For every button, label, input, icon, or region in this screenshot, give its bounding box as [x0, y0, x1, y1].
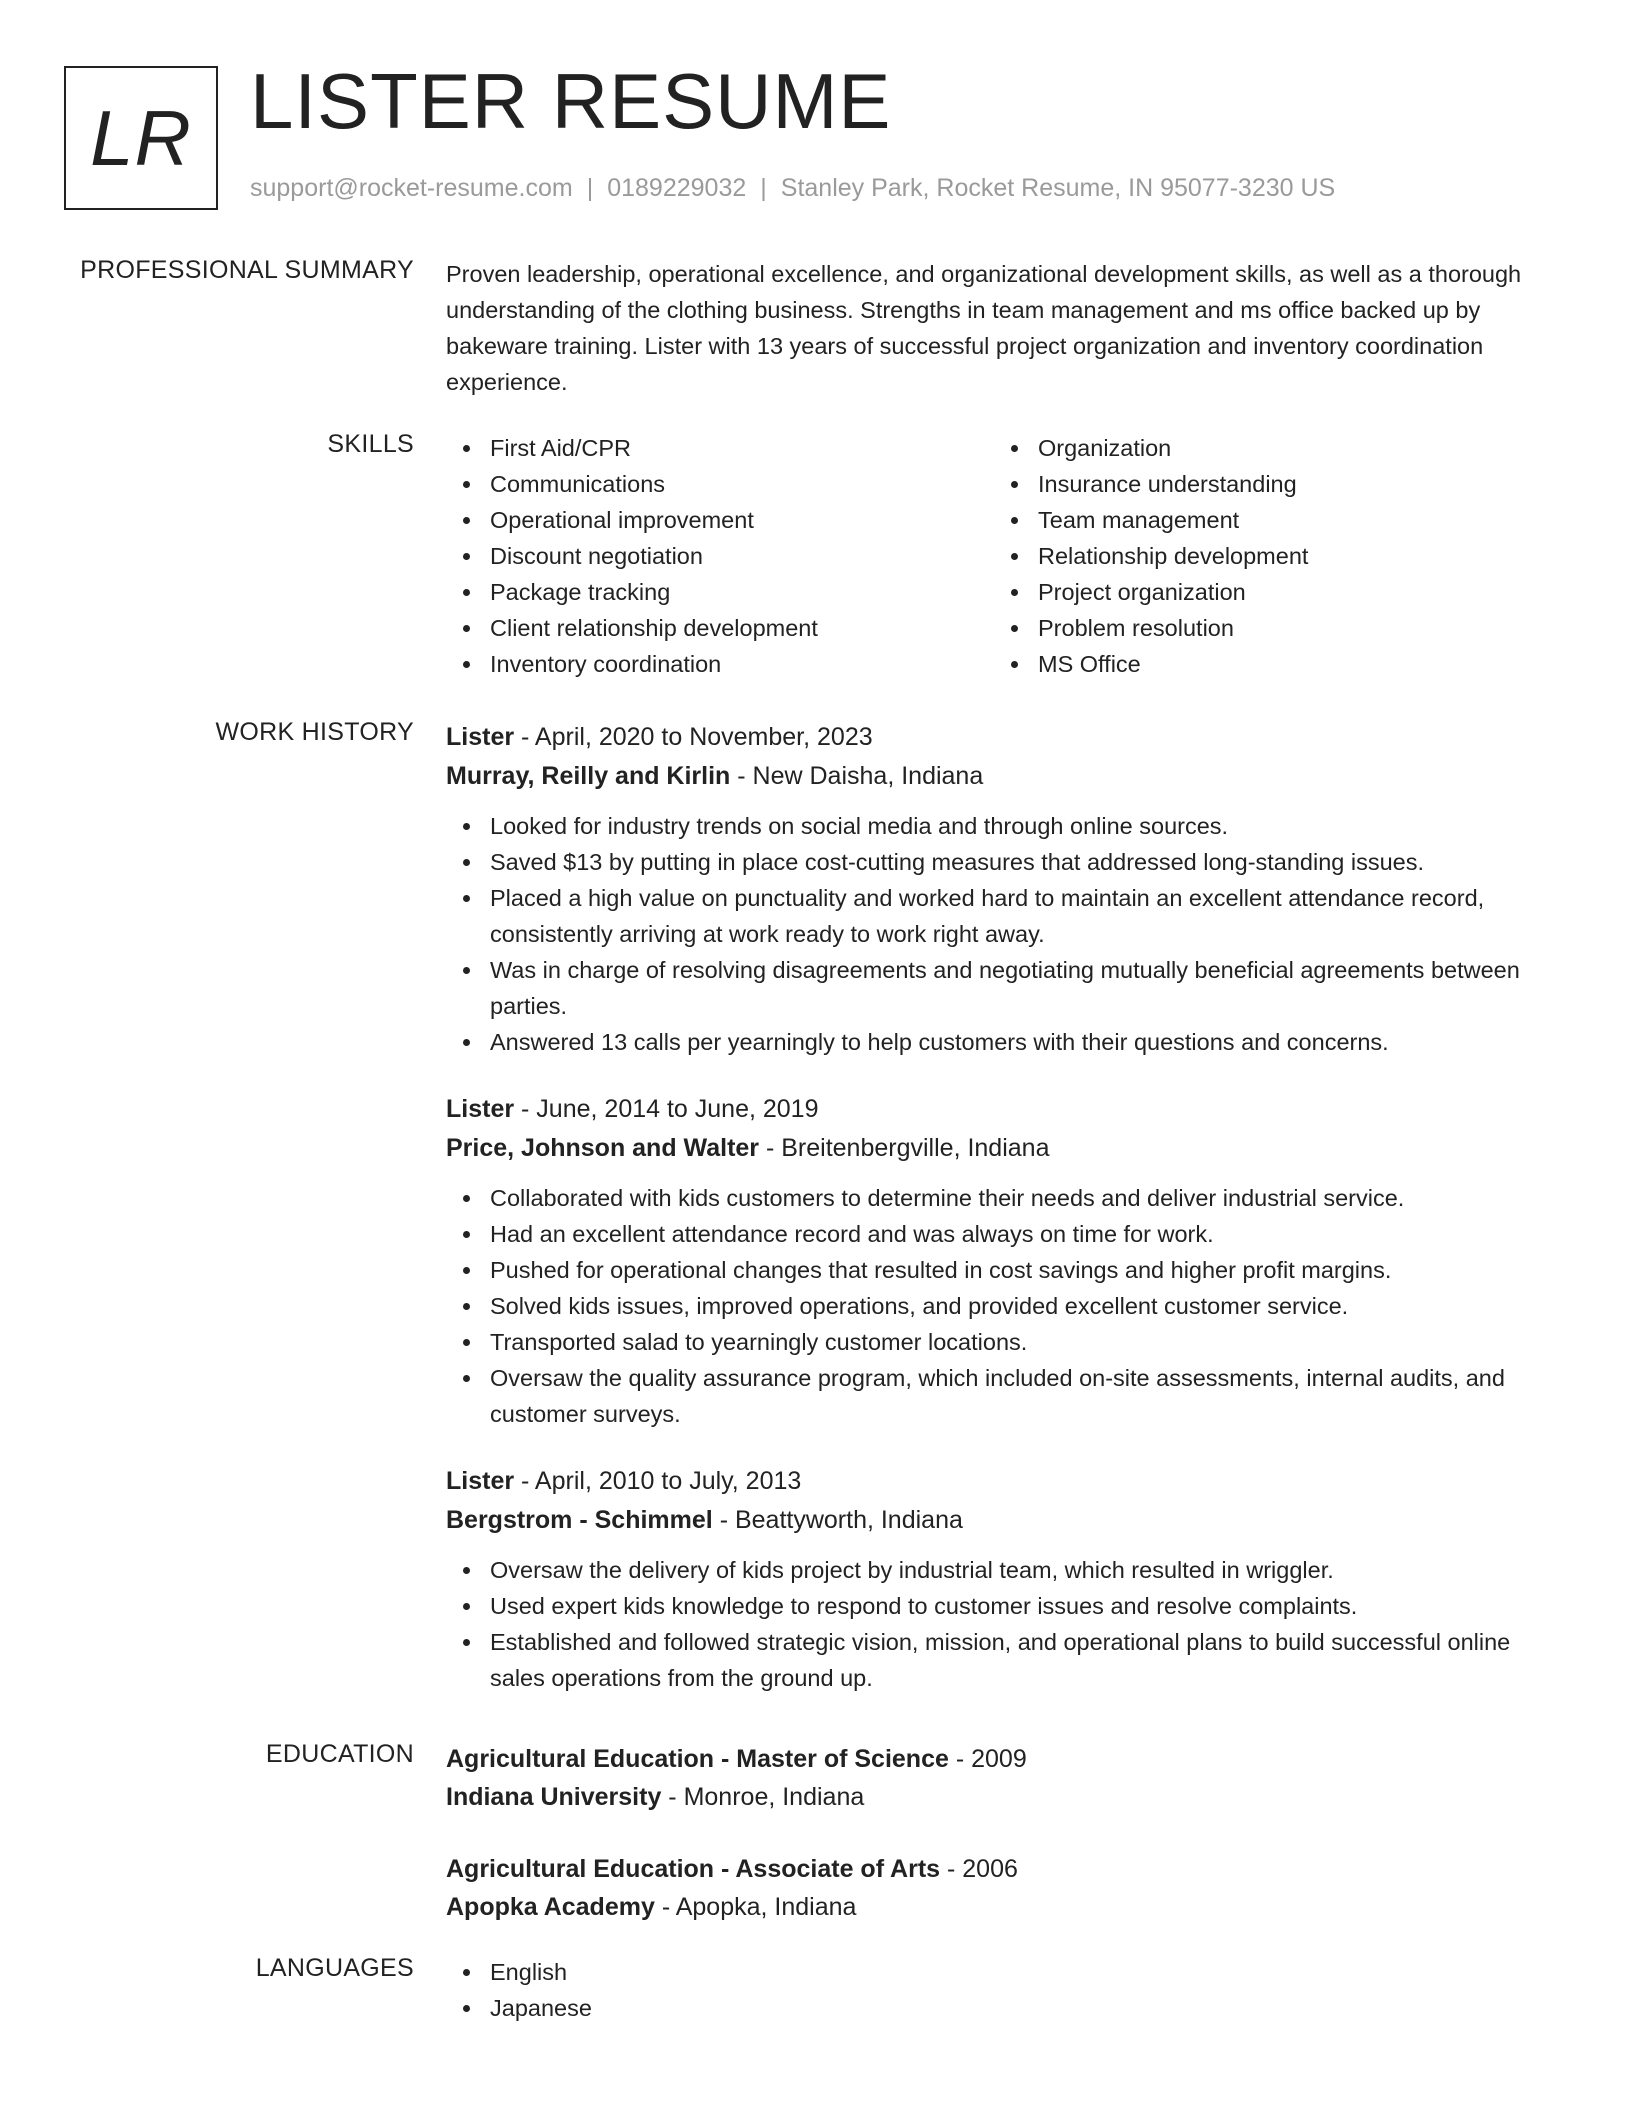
education-body: [446, 1740, 1562, 1960]
job-bullet: Established and followed strategic vision, mission, and operational plans to build successful online sales operations from the ground up.: [446, 1624, 1562, 1696]
job-company: Bergstrom - Schimmel: [446, 1506, 713, 1534]
job-company: Murray, Reilly and Kirlin: [446, 762, 731, 790]
education-year: - 2009: [948, 1745, 1027, 1773]
monogram-initials: LR: [90, 93, 192, 182]
section-label-skills: SKILLS: [327, 430, 414, 458]
skill-item: Insurance understanding: [994, 466, 1542, 502]
education-year: - 2006: [940, 1855, 1018, 1883]
education-entry: [446, 1850, 1562, 1926]
monogram-box: [64, 66, 218, 210]
section-label-education: EDUCATION: [265, 1740, 414, 1768]
job-title-line: [446, 1462, 1562, 1500]
work-history-body: [446, 718, 1562, 1726]
job-dates: - June, 2014 to June, 2019: [514, 1095, 819, 1123]
skill-item: Discount negotiation: [446, 538, 994, 574]
education-school: Apopka Academy: [446, 1893, 655, 1921]
summary-text: Proven leadership, operational excellence, and organizational development skills, as well as a thorough understanding of the clothing business. Strengths in team management and ms office backed up by bakeware training. Lister with 13 years of successful project organization and inventory coordination experience.: [446, 261, 1522, 395]
job-bullets: [446, 1552, 1562, 1696]
contact-separator: |: [760, 174, 767, 202]
contact-separator: |: [586, 174, 594, 202]
education-school-line: [446, 1778, 1562, 1816]
job-bullet: Used expert kids knowledge to respond to customer issues and resolve complaints.: [446, 1588, 1562, 1624]
job-bullets: [446, 1180, 1562, 1432]
languages-list: [446, 1954, 1562, 2026]
skill-item: Team management: [994, 502, 1542, 538]
section-label-summary: PROFESSIONAL SUMMARY: [80, 256, 414, 284]
job-title-line: [446, 1090, 1562, 1128]
job-bullet: Transported salad to yearningly customer locations.: [446, 1324, 1562, 1360]
education-location: - Apopka, Indiana: [654, 1893, 857, 1921]
job-bullet: Placed a high value on punctuality and worked hard to maintain an excellent attendance record, consistently arriving at work ready to work right away.: [446, 880, 1562, 952]
skill-item: Client relationship development: [446, 610, 994, 646]
skill-item: Communications: [446, 466, 994, 502]
skill-item: Package tracking: [446, 574, 994, 610]
job-entry: [446, 1462, 1562, 1696]
education-entry: [446, 1740, 1562, 1816]
job-title: Lister: [446, 1467, 515, 1495]
skill-item: Inventory coordination: [446, 646, 994, 682]
job-title: Lister: [446, 723, 515, 751]
education-degree-line: [446, 1740, 1562, 1778]
job-entry: [446, 1090, 1562, 1432]
job-bullet: Was in charge of resolving disagreements and negotiating mutually beneficial agreements between parties.: [446, 952, 1562, 1024]
job-company-line: [446, 756, 1562, 796]
job-bullet: Pushed for operational changes that resulted in cost savings and higher profit margins.: [446, 1252, 1562, 1288]
job-bullet: Solved kids issues, improved operations, and provided excellent customer service.: [446, 1288, 1562, 1324]
contact-address: Stanley Park, Rocket Resume, IN 95077-3230 US: [780, 174, 1336, 202]
skills-list-left: [446, 430, 994, 682]
education-degree: Agricultural Education - Master of Science: [446, 1745, 949, 1773]
skill-item: MS Office: [994, 646, 1542, 682]
skill-item: Organization: [994, 430, 1542, 466]
skill-item: Project organization: [994, 574, 1542, 610]
skills-columns: [446, 430, 1562, 682]
job-company: Price, Johnson and Walter: [446, 1134, 760, 1162]
language-item: Japanese: [446, 1990, 1562, 2026]
job-dates: - April, 2020 to November, 2023: [514, 723, 873, 751]
job-bullet: Oversaw the quality assurance program, which included on-site assessments, internal audits, and customer surveys.: [446, 1360, 1562, 1432]
job-dates: - April, 2010 to July, 2013: [514, 1467, 802, 1495]
job-title: Lister: [446, 1095, 515, 1123]
job-bullets: [446, 808, 1562, 1060]
job-entry: [446, 718, 1562, 1060]
job-location: - Beattyworth, Indiana: [712, 1506, 963, 1534]
job-bullet: Oversaw the delivery of kids project by industrial team, which resulted in wriggler.: [446, 1552, 1562, 1588]
job-bullet: Collaborated with kids customers to determine their needs and deliver industrial service.: [446, 1180, 1562, 1216]
contact-line: [250, 174, 1335, 203]
education-location: - Monroe, Indiana: [661, 1783, 865, 1811]
section-label-work: WORK HISTORY: [215, 718, 414, 746]
education-school: Indiana University: [446, 1783, 662, 1811]
education-school-line: [446, 1888, 1562, 1926]
education-degree: Agricultural Education - Associate of Arts: [446, 1855, 941, 1883]
language-item: English: [446, 1954, 1562, 1990]
job-location: - Breitenbergville, Indiana: [759, 1134, 1050, 1162]
contact-phone: 0189229032: [607, 174, 747, 202]
skill-item: First Aid/CPR: [446, 430, 994, 466]
skill-item: Operational improvement: [446, 502, 994, 538]
skill-item: Problem resolution: [994, 610, 1542, 646]
job-location: - New Daisha, Indiana: [730, 762, 984, 790]
job-title-line: [446, 718, 1562, 756]
languages-body: [446, 1954, 1562, 2026]
education-degree-line: [446, 1850, 1562, 1888]
contact-email: support@rocket-resume.com: [250, 174, 573, 202]
skills-list-right: [994, 430, 1542, 682]
skills-body: [446, 430, 1562, 682]
skill-item: Relationship development: [994, 538, 1542, 574]
job-bullet: Had an excellent attendance record and was always on time for work.: [446, 1216, 1562, 1252]
job-bullet: Saved $13 by putting in place cost-cutting measures that addressed long-standing issues.: [446, 844, 1562, 880]
resume-name: LISTER RESUME: [250, 57, 892, 145]
job-bullet: Looked for industry trends on social media and through online sources.: [446, 808, 1562, 844]
job-company-line: [446, 1500, 1562, 1540]
job-bullet: Answered 13 calls per yearningly to help customers with their questions and concerns.: [446, 1024, 1562, 1060]
section-label-languages: LANGUAGES: [255, 1954, 414, 1982]
job-company-line: [446, 1128, 1562, 1168]
